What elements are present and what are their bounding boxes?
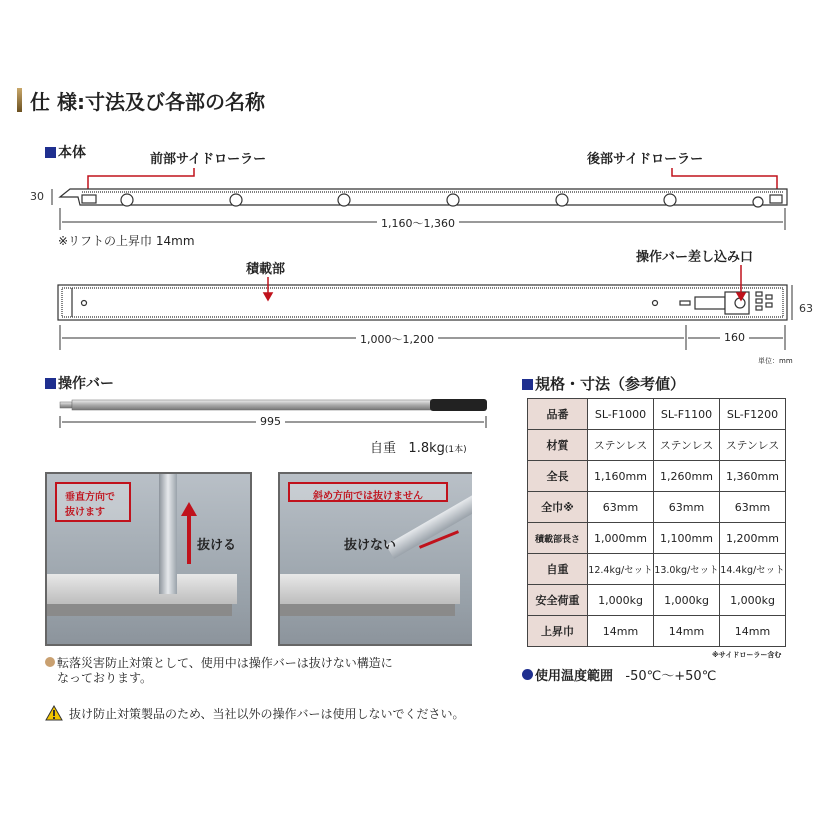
spec-row-header: 材質 [528, 430, 588, 461]
circle-bullet-icon [45, 657, 55, 667]
spec-cell: 1,260mm [654, 461, 720, 492]
spec-cell: SL-F1200 [720, 399, 786, 430]
spec-row [528, 616, 786, 647]
front-roller-label: 前部サイドローラー [150, 152, 267, 167]
spec-cell: 63mm [654, 492, 720, 523]
spec-cell: 14mm [588, 616, 654, 647]
spec-cell: SL-F1000 [588, 399, 654, 430]
photo-vertical-removal [45, 472, 252, 646]
vertical-callout: 垂直方向で 抜けます [55, 482, 131, 522]
spec-row-header: 全巾※ [528, 492, 588, 523]
spec-cell: 1,000kg [720, 585, 786, 616]
bar-length-dim: 995 [256, 415, 285, 428]
spec-heading: 規格・寸法（参考値） [522, 373, 685, 394]
spec-cell: 14mm [720, 616, 786, 647]
spec-cell: 14mm [654, 616, 720, 647]
diagonal-callout: 斜め方向では抜けません [288, 482, 448, 502]
spec-cell: 1,000kg [654, 585, 720, 616]
spec-row-header: 品番 [528, 399, 588, 430]
safety-note: 転落災害防止対策として、使用中は操作バーは抜けない構造に なっております。 [45, 656, 393, 686]
width-dim: 63 [799, 302, 813, 315]
photo-diagonal-removal [278, 472, 472, 646]
square-bullet-icon [522, 379, 533, 390]
bar-weight: 自重 1.8kg(1本) [370, 441, 467, 456]
spec-cell: 1,100mm [654, 523, 720, 554]
spec-row [528, 523, 786, 554]
spec-cell: 13.0kg/セット [654, 554, 720, 585]
spec-cell: 1,360mm [720, 461, 786, 492]
spec-footnote: ※サイドローラー含む [712, 651, 782, 659]
bar-socket-arrow [737, 265, 745, 300]
spec-row-header: 全長 [528, 461, 588, 492]
spec-row-header: 上昇巾 [528, 616, 588, 647]
spec-row-header: 積載部長さ [528, 523, 588, 554]
unit-note: 単位：mm [758, 357, 793, 365]
title-accent [17, 88, 22, 112]
spec-cell: ステンレス [720, 430, 786, 461]
not-removable-label: 抜けない [344, 538, 397, 553]
warning-note: 抜け防止対策製品のため、当社以外の操作バーは使用しないでください。 [45, 705, 465, 722]
warning-icon [45, 705, 63, 721]
spec-row [528, 585, 786, 616]
page-title: 仕 様:寸法及び各部の名称 [30, 90, 265, 114]
spec-cell: 63mm [588, 492, 654, 523]
rail-image [280, 574, 460, 604]
spec-cell: ステンレス [588, 430, 654, 461]
side-profile [60, 189, 787, 207]
spec-cell: 12.4kg/セット [588, 554, 654, 585]
square-bullet-icon [45, 378, 56, 389]
body-heading: 本体 [45, 142, 86, 162]
spec-row-header: 自重 [528, 554, 588, 585]
load-length-dim: 1,000〜1,200 [356, 331, 438, 347]
temperature-range: 使用温度範囲 -50℃〜+50℃ [522, 665, 716, 684]
spec-table [527, 398, 786, 647]
spec-cell: 1,000mm [588, 523, 654, 554]
spec-row [528, 399, 786, 430]
rear-roller-label: 後部サイドローラー [587, 152, 704, 167]
spec-cell: 63mm [720, 492, 786, 523]
operation-bar-diagram [0, 390, 500, 430]
total-length-dim: 1,160〜1,360 [377, 215, 459, 231]
spec-row [528, 492, 786, 523]
top-view [58, 285, 787, 320]
circle-bullet-icon [522, 669, 533, 680]
square-bullet-icon [45, 147, 56, 158]
rail-image [47, 574, 237, 604]
spec-row [528, 461, 786, 492]
spec-row-header: 安全荷重 [528, 585, 588, 616]
removable-label: 抜ける [197, 538, 237, 553]
lift-note: ※リフトの上昇巾 14mm [58, 234, 195, 248]
up-arrow-icon [187, 514, 191, 564]
spec-cell: ステンレス [654, 430, 720, 461]
end-length-dim: 160 [720, 331, 749, 344]
spec-cell: 1,200mm [720, 523, 786, 554]
spec-cell: 1,000kg [588, 585, 654, 616]
spec-cell: 14.4kg/セット [720, 554, 786, 585]
height-dim: 30 [30, 190, 44, 203]
load-area-label: 積載部 [246, 262, 286, 277]
spec-cell: 1,160mm [588, 461, 654, 492]
spec-row [528, 554, 786, 585]
bar-socket-label: 操作バー差し込み口 [636, 250, 754, 265]
spec-cell: SL-F1100 [654, 399, 720, 430]
bar-image [159, 474, 177, 594]
spec-row [528, 430, 786, 461]
bar-heading: 操作バー [45, 373, 114, 393]
